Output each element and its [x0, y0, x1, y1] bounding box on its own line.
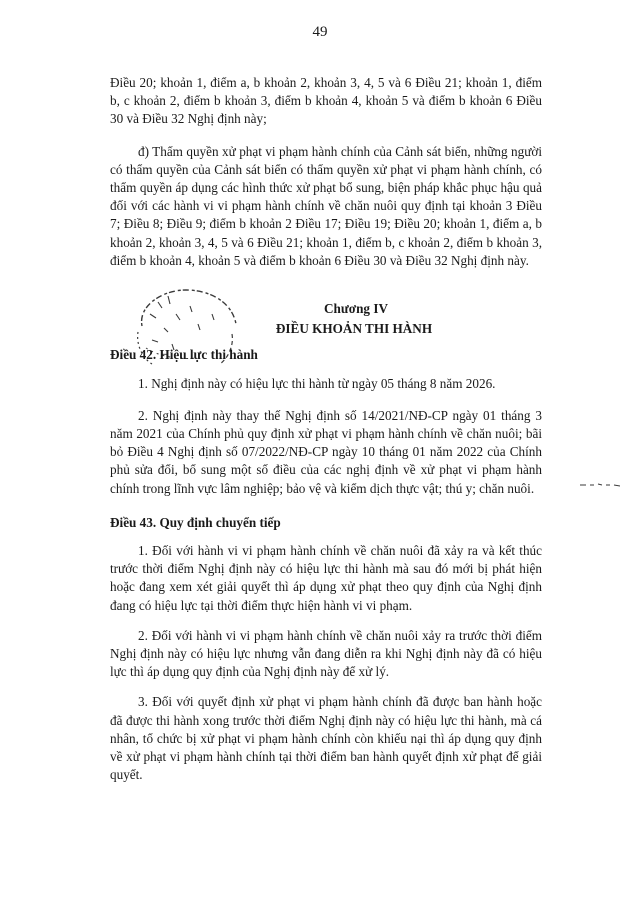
paragraph-continuation: Điều 20; khoản 1, điểm a, b khoản 2, khoản 3, 4, 5 và 6 Điều 21; khoản 1, điểm b, c khoản 2, điểm b khoản 3, điểm b khoản 4, khoản 5 và điểm b khoản 6 Điều 30 và Điều 32 Nghị định này;: [110, 75, 542, 127]
article-43-item-1: 1. Đối với hành vi vi phạm hành chính về chăn nuôi đã xảy ra và kết thúc trước thời điểm Nghị định này có hiệu lực thi hành mà sau đó mới bị phát hiện hoặc đang xem xét giải quyết thì áp dụng xử phạt theo quy định của Nghị định đang có hiệu lực tại thời điểm thực hiện hành vi vi phạm.: [110, 543, 542, 613]
article-42-item-2: 2. Nghị định này thay thế Nghị định số 14/2021/NĐ-CP ngày 01 tháng 3 năm 2021 của Chính phủ quy định xử phạt vi phạm hành chính về chăn nuôi; bãi bỏ Điều 4 Nghị định số 07/2022/NĐ-CP ngày 10 tháng 01 năm 2022 của Chính phủ sửa đổi, bổ sung một số điều của các nghị định về xử phạt vi phạm hành chính trong lĩnh vực lâm nghiệp; bảo vệ và kiểm dịch thực vật; thú y; chăn nuôi.: [110, 407, 542, 496]
document-body: [110, 74, 542, 785]
article-42-heading: Điều 42. Hiệu lực thi hành: [110, 347, 258, 363]
margin-mark-icon: [580, 482, 620, 488]
article-43-item-3: 3. Đối với quyết định xử phạt vi phạm hành chính đã được ban hành hoặc đã được thi hành xong trước thời điểm Nghị định này có hiệu lực thi hành, mà cá nhân, tổ chức bị xử phạt vi phạm hành chính còn khiếu nại thì áp dụng quy định về xử phạt vi phạm hành chính tại thời điểm ban hành quyết định xử phạt để giải quyết.: [110, 694, 542, 783]
paragraph-d: đ) Thẩm quyền xử phạt vi phạm hành chính của Cảnh sát biển, những người có thẩm quyền của Cảnh sát biển có thẩm quyền xử phạt vi phạm hành chính, có thẩm quyền áp dụng các hình thức xử phạt bổ sung, biện pháp khắc phục hậu quả đối với các hành vi vi phạm hành chính về chăn nuôi quy định tại khoản 3 Điều 7; Điều 8; Điều 9; điểm b khoản 2 Điều 17; Điều 19; Điều 20; khoản 1, điểm a, b khoản 2, khoản 3, 4, 5 và 6 Điều 21; khoản 1, điểm b, c khoản 2, điểm b khoản 3, điểm b khoản 4, khoản 5 và điểm b khoản 6 Điều 30 và Điều 32 Nghị định này.: [110, 143, 542, 268]
article-43-item-2: 2. Đối với hành vi vi phạm hành chính về chăn nuôi xảy ra trước thời điểm Nghị định này có hiệu lực nhưng vẫn đang diễn ra khi Nghị định này đã có hiệu lực thì áp dụng quy định của Nghị định này để xử lý.: [110, 627, 542, 680]
article-43-heading: Điều 43. Quy định chuyển tiếp: [110, 514, 281, 530]
page-number: 49: [312, 24, 328, 40]
chapter-label: Chương IV: [324, 301, 388, 317]
article-42-item-1: 1. Nghị định này có hiệu lực thi hành từ ngày 05 tháng 8 năm 2026.: [138, 375, 496, 391]
chapter-title: ĐIỀU KHOẢN THI HÀNH: [275, 321, 433, 337]
